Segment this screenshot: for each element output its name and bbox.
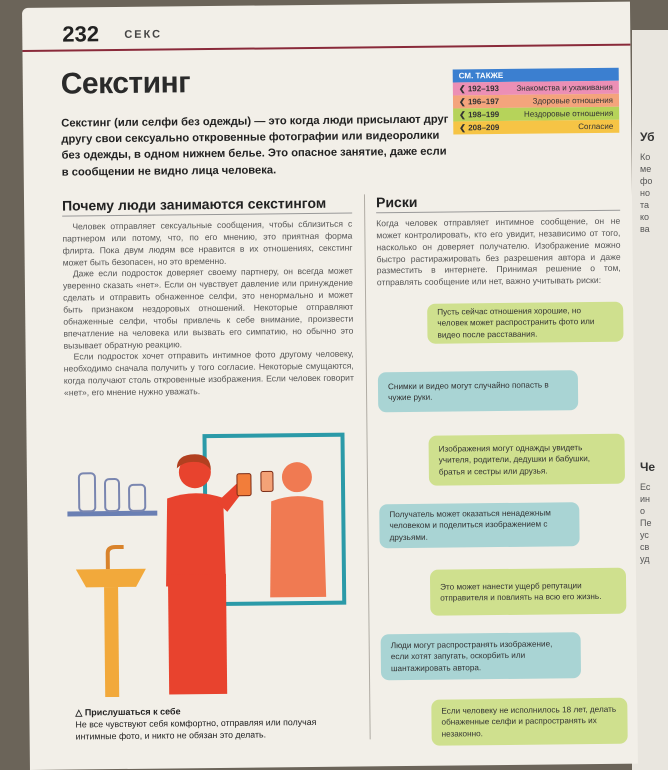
- risk-bubble: Снимки и видео могут случайно попасть в чужие руки.: [378, 370, 578, 412]
- risk-bubble: Пусть сейчас отношения хорошие, но человек может распространить фото или видео после расставания.: [427, 302, 623, 344]
- next-page-fragment: ва: [640, 224, 650, 234]
- next-page-fragment: но: [640, 188, 650, 198]
- risk-bubble: Люди могут распространять изображение, если хотят запугать, оскорбить или шантажировать автора.: [381, 632, 581, 680]
- risk-bubble: Это может нанести ущерб репутации отправителя и повлиять на всю его жизнь.: [430, 568, 626, 616]
- next-page-fragment: ус: [640, 530, 649, 540]
- risk-bubble: Если человеку не исполнилось 18 лет, делать обнаженные селфи и распространять их незаконно.: [431, 698, 627, 746]
- risk-bubble: Получатель может оказаться ненадежным человеком и поделиться изображением с друзьями.: [379, 502, 579, 548]
- sink-basin: [76, 569, 146, 588]
- next-page-fragment: св: [640, 542, 650, 552]
- see-also-pages: ❮ 198–199: [459, 110, 500, 120]
- bottle-icon: [129, 485, 145, 511]
- left-heading-rule: [62, 213, 352, 217]
- right-heading: Риски: [375, 193, 418, 211]
- next-page-fragment: ме: [640, 164, 652, 174]
- left-paragraph: Человек отправляет сексуальные сообщения, чтобы сблизиться с партнером или потому, что, по его мнению, это приятная форма флирта. Пока двум людям все нравится в их отношениях, секстинг может быть безопасен, но это временно.: [62, 218, 353, 268]
- see-also-heading: СМ. ТАКЖЕ: [453, 68, 619, 83]
- next-page-fragment: Ес: [640, 482, 651, 492]
- see-also-item: [453, 120, 619, 135]
- next-page-fragment: та: [640, 200, 650, 210]
- see-also-box: [453, 68, 620, 135]
- phone-icon: [261, 471, 273, 491]
- caption-title: △ Прислушаться к себе: [75, 706, 181, 718]
- right-heading-rule: [376, 210, 620, 214]
- bottle-icon: [79, 473, 95, 511]
- left-heading: Почему люди занимаются секстингом: [61, 194, 327, 214]
- intro-text: Секстинг (или селфи без одежды) — это когда люди присылают друг другу свои сексуально откровенные фотографии или видеоролики без одежды, в одном нижнем белье. Это опасное занятие, даже если в сообщении не видно лица человека.: [61, 113, 449, 179]
- left-body: [62, 219, 354, 400]
- see-also-pages: ❮ 192–193: [458, 84, 499, 94]
- left-paragraph: Если подросток хочет отправить интимное фото другому человеку, необходимо сначала получить у того согласие. Некоторые смущаются, когда получают столь откровенные изображения. Если человек говорит «нет», его мнение нужно уважать.: [63, 348, 354, 398]
- person-body: [165, 493, 226, 587]
- see-also-label: Знакомства и ухаживания: [516, 82, 613, 93]
- risk-bubble: Изображения могут однажды увидеть учителя, родители, дедушки и бабушки, братья и сестры или друзья.: [429, 434, 626, 486]
- next-page-fragment: уд: [640, 554, 650, 564]
- next-page-fragment: Уб: [640, 130, 655, 144]
- bathroom-illustration: [66, 425, 359, 698]
- next-page-fragment: ин: [640, 494, 650, 504]
- reflection-head: [282, 462, 312, 492]
- phone-icon: [237, 474, 251, 496]
- reflection-body: [269, 496, 326, 598]
- see-also-label: Согласие: [578, 121, 614, 132]
- sink-pedestal: [104, 587, 119, 697]
- faucet-icon: [108, 547, 124, 569]
- next-page-fragment: Че: [640, 460, 656, 474]
- caption-text: Не все чувствуют себя комфортно, отправляя или получая интимные фото, и никто не обязан это делать.: [75, 716, 317, 742]
- bottle-icon: [105, 479, 119, 511]
- page-number: 232: [62, 21, 100, 47]
- see-also-pages: ❮ 208–209: [459, 123, 500, 133]
- column-divider: [364, 194, 371, 739]
- person-towel: [168, 574, 227, 695]
- left-paragraph: Даже если подросток доверяет своему партнеру, он всегда может уверенно сказать «нет». Если он чувствует давление или принуждение сделать и отправить обнаженное селфи, это ненормально и может быть признаком нездоровых отношений. Некоторые отправляют обнаженные селфи, чтобы привлечь к себе внимание, произвести впечатление на человека или вызвать его симпатию, но обычно это вызывает обратную реакцию.: [62, 265, 354, 351]
- page-title: Секстинг: [60, 66, 191, 101]
- next-page-fragment: ко: [640, 212, 650, 222]
- see-also-pages: ❮ 196–197: [458, 97, 500, 107]
- next-page-fragment: Ко: [640, 152, 651, 162]
- next-page-edge: [632, 30, 668, 770]
- see-also-label: Здоровые отношения: [532, 95, 614, 106]
- see-also-label: Нездоровые отношения: [523, 108, 614, 119]
- book-page: [22, 2, 638, 770]
- next-page-fragment: Пе: [640, 518, 652, 528]
- right-body: Когда человек отправляет интимное сообщение, он не может контролировать, кто его увидит, независимо от того, насколько он доверяет получателю. Изображение можно быстро растиражировать без разрешения автора и даже разместить в интернете. Принимая решение о том, отправлять сообщение или нет, важно учитывать риски:: [376, 215, 621, 288]
- header-rule: [22, 44, 630, 52]
- next-page-fragment: фо: [640, 176, 653, 186]
- section-name: СЕКС: [124, 28, 163, 41]
- next-page-fragment: о: [640, 506, 646, 516]
